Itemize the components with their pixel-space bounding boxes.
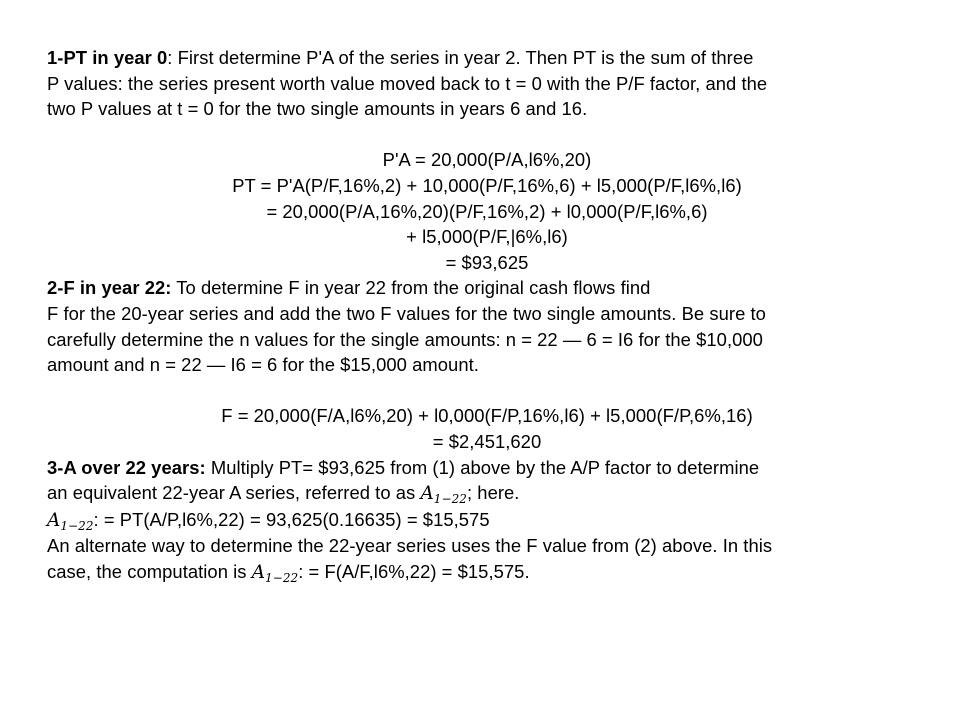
section3-line5 bbox=[47, 559, 927, 586]
section1-equation-4: + l5,000(P/F,|6%,l6) bbox=[406, 226, 568, 248]
section1-text: : First determine P'A of the series in year 2. Then PT is the sum of three bbox=[167, 47, 754, 68]
math-a-subscript: 1−22 bbox=[60, 518, 94, 533]
section2-equation-1: F = 20,000(F/A,l6%,20) + l0,000(F/P,16%,l6) + l5,000(F/P,6%,16) bbox=[221, 405, 753, 427]
section1-line1 bbox=[47, 45, 927, 71]
spacer bbox=[47, 122, 927, 148]
section3-text: ; here. bbox=[466, 482, 520, 504]
section3-text: Multiply PT= $93,625 from (1) above by the A/P factor to determine bbox=[205, 456, 760, 478]
math-a-base: A bbox=[420, 483, 434, 505]
section1-result: = $93,625 bbox=[445, 251, 529, 273]
document-body bbox=[47, 45, 927, 585]
math-a-subscript: 1−22 bbox=[265, 570, 299, 585]
section2-result: = $2,451,620 bbox=[432, 430, 542, 452]
math-a-subscript: 1−22 bbox=[433, 492, 467, 507]
section3-text: case, the computation is bbox=[47, 560, 252, 582]
section1-line2: P values: the series present worth value moved back to t = 0 with the P/F factor, and the bbox=[47, 72, 768, 94]
section3-equation: : = F(A/F,l6%,22) = $15,575. bbox=[298, 560, 530, 582]
section1-equation-2: PT = P'A(P/F,16%,2) + 10,000(P/F,16%,6) + l5,000(P/F,l6%,l6) bbox=[232, 174, 742, 196]
section3-line4: An alternate way to determine the 22-year series uses the F value from (2) above. In this bbox=[47, 535, 773, 557]
section3-line2 bbox=[47, 480, 927, 507]
section2-line4: amount and n = 22 — I6 = 6 for the $15,000 amount. bbox=[47, 354, 479, 376]
section2-heading: 2-F in year 22: bbox=[47, 277, 172, 299]
spacer bbox=[47, 378, 927, 404]
section3-line1 bbox=[47, 455, 927, 481]
math-a-symbol bbox=[47, 510, 94, 531]
section3-equation: : = PT(A/P,l6%,22) = 93,625(0.16635) = $15,575 bbox=[93, 508, 490, 530]
section3-line3 bbox=[47, 507, 927, 534]
math-a-base: A bbox=[251, 561, 266, 583]
section1-line3: two P values at t = 0 for the two single amounts in years 6 and 16. bbox=[47, 98, 588, 120]
math-a-symbol bbox=[252, 562, 299, 583]
section1-heading: 1-PT in year 0 bbox=[47, 47, 168, 68]
section2-line2: F for the 20-year series and add the two F values for the two single amounts. Be sure to bbox=[47, 302, 766, 324]
section1-equation-1: P'A = 20,000(P/A,l6%,20) bbox=[382, 149, 592, 171]
section2-line3: carefully determine the n values for the single amounts: n = 22 — 6 = I6 for the $10,000 bbox=[47, 328, 763, 350]
math-a-base: A bbox=[47, 509, 61, 531]
section2-line1 bbox=[47, 275, 927, 301]
math-a-symbol bbox=[420, 483, 467, 507]
section2-text: To determine F in year 22 from the original cash flows find bbox=[171, 277, 651, 299]
section3-text: an equivalent 22-year A series, referred to as bbox=[47, 482, 421, 504]
section1-equation-3: = 20,000(P/A,16%,20)(P/F,16%,2) + l0,000(P/F,l6%,6) bbox=[266, 200, 708, 222]
section3-heading: 3-A over 22 years: bbox=[47, 456, 206, 478]
